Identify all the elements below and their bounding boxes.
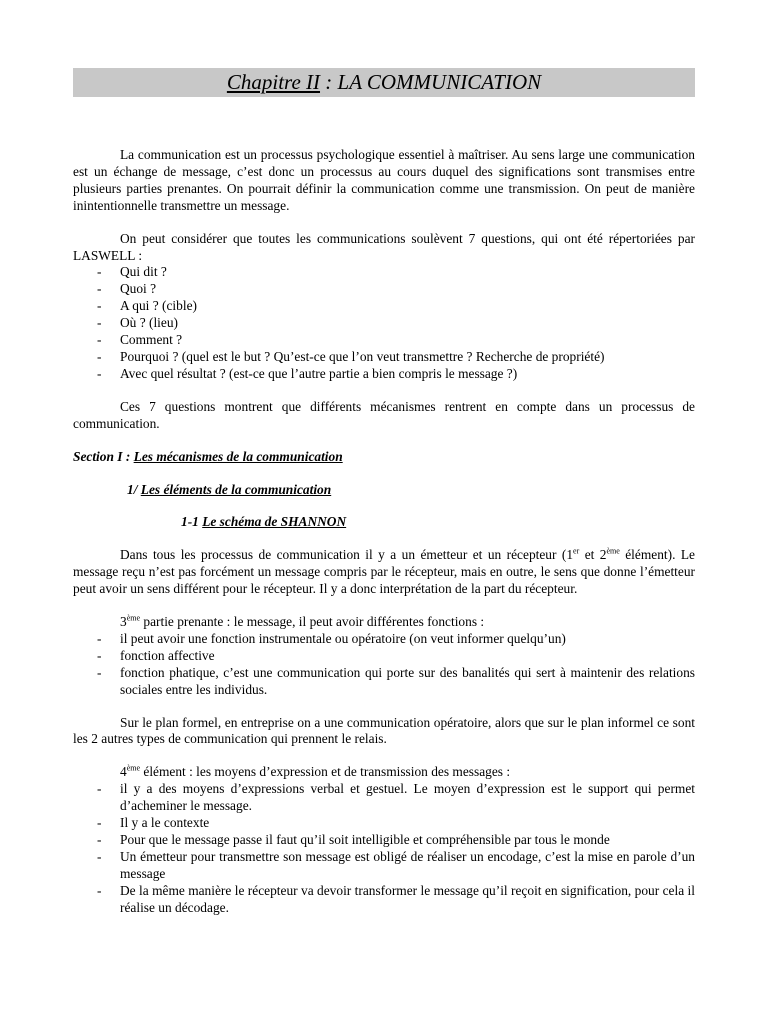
- functions-list: [73, 631, 695, 699]
- document-body: [73, 147, 695, 917]
- section-number: Section I :: [73, 448, 134, 464]
- list-item: - Pourquoi ? (quel est le but ? Qu’est-ce que l’on veut transmettre ? Recherche de propriété): [73, 349, 695, 366]
- list-item: - fonction phatique, c’est une communication qui porte sur des banalités qui sert à maintenir des relations sociales entre les individus.: [73, 665, 695, 699]
- chapter-title: [73, 68, 695, 97]
- intro-paragraph-1: La communication est un processus psychologique essentiel à maîtriser. Au sens large une communication est un échange de message, c’est donc un processus au cours duquel des significations sont transmises entre plusieurs parties prenantes. On pourrait définir la communication comme une transmission. On peut de manière inintentionnelle transmettre un message.: [73, 147, 695, 213]
- list-item: - il y a des moyens d’expressions verbal et gestuel. Le moyen d’expression est le support qui permet d’acheminer le message.: [73, 781, 695, 815]
- list-item: - Pour que le message passe il faut qu’il soit intelligible et compréhensible par tous le monde: [73, 832, 695, 849]
- list-item: - Avec quel résultat ? (est-ce que l’autre partie a bien compris le message ?): [73, 366, 695, 383]
- subsubsection-number: 1-1: [181, 514, 203, 530]
- shannon-paragraph-3: Sur le plan formel, en entreprise on a une communication opératoire, alors que sur le plan informel ce sont les 2 autres types de communication qui prennent le relais.: [73, 714, 695, 747]
- list-item: - Il y a le contexte: [73, 815, 695, 832]
- shannon-paragraph-4: 4ème élément : les moyens d’expression et de transmission des messages :: [120, 763, 511, 780]
- chapter-number: Chapitre II: [226, 70, 321, 94]
- list-item: - Où ? (lieu): [73, 315, 695, 332]
- list-item: - Quoi ?: [73, 281, 695, 298]
- subsection-heading: [73, 482, 695, 499]
- list-item: - Qui dit ?: [73, 264, 695, 281]
- means-list: [73, 781, 695, 916]
- shannon-paragraph-2: 3ème partie prenante : le message, il peut avoir différentes fonctions :: [120, 613, 485, 630]
- intro-paragraph-3: Ces 7 questions montrent que différents mécanismes rentrent en compte dans un processus de communication.: [73, 398, 695, 431]
- list-item: - il peut avoir une fonction instrumentale ou opératoire (on veut informer quelqu’un): [73, 631, 695, 648]
- section-heading: [73, 449, 695, 466]
- list-item: - Comment ?: [73, 332, 695, 349]
- list-item: - Un émetteur pour transmettre son message est obligé de réaliser un encodage, c’est la mise en parole d’un message: [73, 849, 695, 883]
- shannon-paragraph-1: Dans tous les processus de communication il y a un émetteur et un récepteur (1er et 2ème élément). Le message reçu n’est pas forcément un message compris par le récepteur, mais en outre, le sens que donne l’émetteur peut avoir un sens différent pour le récepteur. Il y a donc interprétation de la part du récepteur.: [73, 546, 695, 597]
- list-item: - fonction affective: [73, 648, 695, 665]
- list-item: - A qui ? (cible): [73, 298, 695, 315]
- subsection-number: 1/: [127, 481, 141, 497]
- subsection-title: Les éléments de la communication: [140, 481, 332, 497]
- list-item: - De la même manière le récepteur va devoir transformer le message qu’il reçoit en signification, pour cela il réalise un décodage.: [73, 883, 695, 917]
- questions-list: [73, 264, 695, 382]
- subsubsection-heading: [73, 514, 695, 531]
- section-title: Les mécanismes de la communication: [133, 448, 343, 464]
- chapter-name: : LA COMMUNICATION: [320, 70, 542, 94]
- subsubsection-title: Le schéma de SHANNON: [202, 514, 347, 530]
- intro-paragraph-2: On peut considérer que toutes les communications soulèvent 7 questions, qui ont été répertoriées par LASWELL :: [73, 230, 695, 263]
